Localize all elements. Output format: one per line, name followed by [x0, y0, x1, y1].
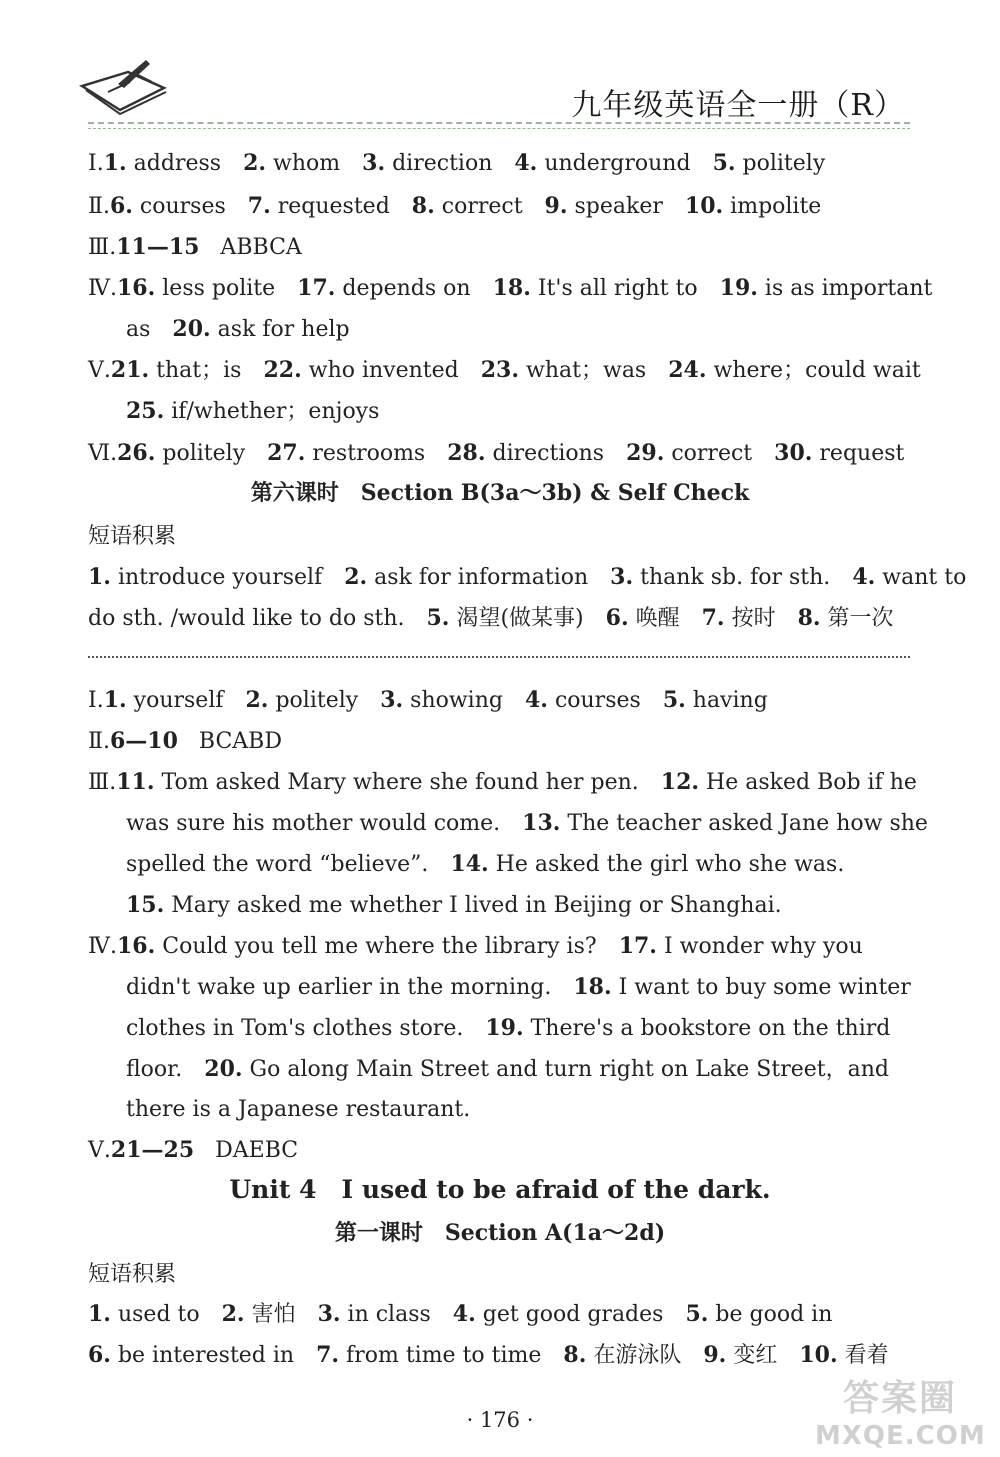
answer-item: [88, 565, 322, 590]
answer-text: Tom asked Mary where she found her pen.: [154, 770, 639, 795]
answer-text: courses: [547, 688, 641, 713]
answer-item: [493, 276, 698, 301]
question-number: 5.: [712, 150, 736, 176]
answer-text: 看着: [837, 1343, 889, 1368]
answer-item: [485, 1016, 890, 1041]
question-number: 8.: [411, 193, 435, 219]
answer-text: having: [685, 688, 768, 713]
question-number: 4.: [452, 1301, 476, 1327]
answer-item: [573, 975, 910, 1000]
answer-text: floor.: [126, 1057, 183, 1082]
answer-text: didn't wake up earlier in the morning.: [126, 975, 552, 1000]
answer-text: directions: [485, 441, 605, 466]
answer-item: [610, 565, 830, 590]
watermark-bottom: MXQE.COM: [815, 1421, 986, 1451]
answer-item: [104, 151, 221, 176]
question-number: 10.: [799, 1342, 838, 1368]
question-number: 18.: [573, 974, 612, 1000]
question-range: 11—15: [116, 234, 200, 260]
question-number: 17.: [297, 275, 336, 301]
answer-item: [172, 317, 349, 342]
answer-text: underground: [537, 151, 691, 176]
answer-item: [126, 893, 782, 918]
phrase-label: 短语积累: [88, 1262, 177, 1287]
answer-item: [852, 565, 966, 590]
section-title: 第一课时 Section A(1a～2d): [334, 1220, 666, 1246]
roman-numeral: Ⅰ.: [88, 688, 104, 713]
answer-line: [88, 232, 918, 263]
continuation-text: as: [126, 317, 151, 342]
answer-item: [297, 276, 470, 301]
question-number: 5.: [685, 1301, 709, 1327]
answer-line: [88, 931, 918, 962]
roman-numeral: Ⅵ.: [88, 441, 118, 466]
roman-numeral: Ⅲ.: [88, 235, 117, 260]
answer-text: direction: [385, 151, 493, 176]
answer-item: [799, 1343, 888, 1368]
answer-line: [88, 438, 918, 469]
question-number: 1.: [88, 564, 111, 590]
answer-item: [663, 688, 768, 713]
page-number: · 176 ·: [466, 1408, 534, 1432]
answer-line: [88, 603, 918, 634]
answer-line: [88, 767, 918, 798]
answer-item: [447, 441, 604, 466]
answer-line: [126, 1054, 956, 1085]
header-title: 九年级英语全一册（R）: [571, 88, 905, 123]
question-number: 25.: [126, 398, 165, 424]
answer-text: depends on: [335, 276, 471, 301]
answer-text: what；was: [519, 358, 647, 383]
answer-text: ask for information: [367, 565, 589, 590]
answer-item: [248, 194, 390, 219]
answer-item: [661, 770, 917, 795]
question-number: 6.: [109, 193, 133, 219]
question-number: 5.: [426, 605, 450, 631]
answer-item: [563, 1343, 681, 1368]
answer-text: that；is: [149, 358, 242, 383]
question-number: 19.: [485, 1015, 524, 1041]
answer-text: 渴望(做某事): [449, 606, 584, 631]
answer-line: [126, 1095, 956, 1125]
question-number: 7.: [701, 605, 725, 631]
question-range: 6—10: [109, 728, 178, 754]
answer-text: I want to buy some winter: [611, 975, 911, 1000]
answer-item: [267, 441, 425, 466]
answer-item: [362, 151, 492, 176]
answer-item: [453, 1302, 664, 1327]
answer-text: It's all right to: [530, 276, 698, 301]
watermark: [815, 1370, 985, 1450]
answer-item: [344, 565, 588, 590]
question-number: 4.: [852, 564, 876, 590]
phrase-label: 短语积累: [88, 524, 177, 549]
answer-text: politely: [735, 151, 826, 176]
answer-letters: ABBCA: [199, 235, 302, 260]
answer-item: [450, 852, 844, 877]
answer-item: [126, 1097, 470, 1122]
answer-text: 变红: [726, 1343, 778, 1368]
answer-line: [126, 890, 956, 921]
question-number: 29.: [626, 440, 665, 466]
answer-item: [525, 688, 641, 713]
question-number: 7.: [316, 1342, 340, 1368]
answer-text: yourself: [126, 688, 224, 713]
answer-letters: DAEBC: [194, 1138, 299, 1163]
answer-text: was sure his mother would come.: [126, 811, 501, 836]
answer-text: whom: [266, 151, 341, 176]
answer-text: impolite: [723, 194, 822, 219]
answer-text: correct: [434, 194, 523, 219]
answer-item: [126, 811, 500, 836]
answer-item: [702, 606, 776, 631]
question-number: 26.: [117, 440, 156, 466]
answer-line: [126, 849, 956, 880]
answer-line: [88, 726, 918, 757]
answer-line: [88, 1340, 918, 1371]
answer-text: speaker: [567, 194, 663, 219]
answer-text: Could you tell me where the library is?: [155, 934, 597, 959]
question-number: 5.: [662, 687, 686, 713]
question-number: 30.: [774, 440, 813, 466]
question-number: 22.: [263, 357, 302, 383]
answer-item: [117, 276, 275, 301]
answer-line: [88, 355, 921, 386]
answer-line: [126, 808, 956, 839]
question-number: 7.: [247, 193, 271, 219]
answer-item: [626, 441, 752, 466]
answer-text: 按时: [724, 606, 776, 631]
question-number: 4.: [514, 150, 538, 176]
answer-line: [88, 1299, 918, 1330]
answer-text: be interested in: [110, 1343, 295, 1368]
answer-item: [481, 358, 646, 383]
answer-item: [88, 1302, 200, 1327]
answer-text: ask for help: [210, 317, 350, 342]
answer-text: request: [812, 441, 905, 466]
answer-line: [88, 273, 933, 304]
question-number: 9.: [544, 193, 568, 219]
answer-item: [222, 1302, 296, 1327]
header-divider-thin: [88, 128, 910, 129]
answer-text: politely: [155, 441, 246, 466]
answer-item: [318, 1302, 431, 1327]
answer-text: 在游泳队: [586, 1343, 682, 1368]
question-number: 19.: [719, 275, 758, 301]
question-number: 20.: [204, 1056, 243, 1082]
answer-item: [606, 606, 680, 631]
answer-line: [126, 1013, 956, 1044]
answer-text: correct: [664, 441, 753, 466]
continuation-text: do sth. /would like to do sth.: [88, 606, 405, 631]
question-number: 2.: [344, 564, 368, 590]
roman-numeral: Ⅱ.: [88, 729, 110, 754]
answer-text: thank sb. for sth.: [633, 565, 831, 590]
question-number: 9.: [703, 1342, 727, 1368]
answer-text: clothes in Tom's clothes store.: [126, 1016, 464, 1041]
question-number: 12.: [660, 769, 700, 795]
roman-numeral: Ⅳ.: [88, 934, 117, 959]
answer-line: [88, 562, 967, 593]
header-divider: [88, 122, 910, 124]
question-number: 17.: [618, 933, 657, 959]
answer-item: [798, 606, 894, 631]
answer-item: [111, 358, 242, 383]
question-number: 3.: [610, 564, 634, 590]
answer-item: [514, 151, 690, 176]
answer-item: [126, 1057, 182, 1082]
answer-text: Mary asked me whether I lived in Beijing or Shanghai.: [164, 893, 782, 918]
answer-item: [204, 1057, 889, 1082]
question-number: 23.: [480, 357, 520, 383]
question-number: 16.: [116, 933, 156, 959]
answer-item: [685, 194, 821, 219]
answer-text: There's a bookstore on the third: [523, 1016, 891, 1041]
answer-text: courses: [132, 194, 226, 219]
roman-numeral: Ⅴ.: [88, 1138, 111, 1163]
answer-item: [545, 194, 663, 219]
question-number: 28.: [447, 440, 486, 466]
question-number: 1.: [88, 1301, 111, 1327]
question-number: 2.: [243, 150, 267, 176]
answer-text: requested: [270, 194, 390, 219]
answer-line: [88, 148, 918, 179]
answer-text: get good grades: [475, 1302, 664, 1327]
answer-text: Go along Main Street and turn right on Lake Street，and: [242, 1057, 889, 1082]
answer-item: [110, 194, 226, 219]
question-number: 21.: [110, 357, 150, 383]
answer-item: [668, 358, 921, 383]
question-number: 3.: [380, 687, 404, 713]
unit-title: Unit 4 I used to be afraid of the dark.: [229, 1175, 771, 1204]
answer-item: [412, 194, 523, 219]
question-number: 2.: [221, 1301, 245, 1327]
roman-numeral: Ⅰ.: [88, 151, 104, 176]
watermark-top: 答案圈: [842, 1378, 957, 1419]
answer-text: 唤醒: [628, 606, 680, 631]
question-number: 20.: [172, 316, 211, 342]
question-number: 18.: [492, 275, 531, 301]
question-number: 6.: [605, 605, 629, 631]
answer-line: [126, 972, 956, 1003]
question-number: 11.: [116, 769, 155, 795]
answer-text: showing: [403, 688, 503, 713]
answer-text: is as important: [757, 276, 933, 301]
answer-item: [316, 1343, 541, 1368]
pen-notebook-icon: [78, 52, 170, 118]
answer-item: [685, 1302, 832, 1327]
answer-text: who invented: [301, 358, 459, 383]
answer-text: He asked Bob if he: [699, 770, 917, 795]
answer-text: if/whether；enjoys: [164, 399, 380, 424]
question-number: 13.: [522, 810, 561, 836]
answer-item: [380, 688, 503, 713]
answer-line: [126, 314, 956, 345]
question-number: 1.: [103, 687, 127, 713]
answer-text: want to: [875, 565, 967, 590]
answer-text: address: [126, 151, 222, 176]
question-range: 21—25: [110, 1137, 195, 1163]
answer-item: [88, 1343, 294, 1368]
question-number: 4.: [524, 687, 548, 713]
question-number: 16.: [116, 275, 156, 301]
answer-text: be good in: [708, 1302, 833, 1327]
answer-item: [116, 770, 639, 795]
answer-text: I wonder why you: [656, 934, 863, 959]
answer-item: [427, 606, 584, 631]
question-number: 8.: [563, 1342, 587, 1368]
answer-item: [619, 934, 863, 959]
answer-text: politely: [268, 688, 359, 713]
answer-text: in class: [340, 1302, 431, 1327]
answer-item: [703, 1343, 777, 1368]
answer-item: [246, 688, 359, 713]
answer-text: less polite: [155, 276, 276, 301]
question-number: 10.: [684, 193, 724, 219]
answer-text: 第一次: [820, 606, 894, 631]
question-number: 6.: [88, 1342, 111, 1368]
question-number: 14.: [450, 851, 489, 877]
answer-item: [243, 151, 340, 176]
answer-text: there is a Japanese restaurant.: [126, 1097, 471, 1122]
answer-text: restrooms: [305, 441, 426, 466]
question-number: 2.: [245, 687, 269, 713]
answer-text: introduce yourself: [110, 565, 323, 590]
roman-numeral: Ⅲ.: [88, 770, 117, 795]
roman-numeral: Ⅴ.: [88, 358, 111, 383]
answer-line: [88, 191, 918, 222]
answer-item: [126, 975, 551, 1000]
answer-text: from time to time: [339, 1343, 542, 1368]
answer-item: [126, 399, 379, 424]
answer-item: [713, 151, 826, 176]
answer-text: where；could wait: [706, 358, 921, 383]
section-title: 第六课时 Section B(3a～3b) & Self Check: [250, 480, 750, 506]
answer-line: [88, 685, 918, 716]
answer-letters: BCABD: [177, 729, 282, 754]
question-number: 1.: [103, 150, 127, 176]
answer-item: [522, 811, 928, 836]
question-number: 3.: [317, 1301, 341, 1327]
answer-text: He asked the girl who she was.: [488, 852, 845, 877]
answer-text: spelled the word “believe”.: [126, 852, 429, 877]
roman-numeral: Ⅱ.: [88, 194, 110, 219]
answer-item: [774, 441, 904, 466]
roman-numeral: Ⅳ.: [88, 276, 117, 301]
answer-item: [263, 358, 458, 383]
answer-item: [117, 441, 245, 466]
answer-text: The teacher asked Jane how she: [560, 811, 928, 836]
answer-text: used to: [110, 1302, 200, 1327]
question-number: 15.: [126, 892, 165, 918]
question-number: 27.: [267, 440, 306, 466]
question-number: 8.: [797, 605, 821, 631]
answer-item: [126, 852, 428, 877]
answer-line: [88, 1135, 918, 1166]
answer-item: [720, 276, 933, 301]
answer-item: [117, 934, 597, 959]
answer-item: [126, 1016, 463, 1041]
question-number: 24.: [668, 357, 707, 383]
answer-line: [126, 396, 956, 427]
dotted-divider: [88, 656, 910, 658]
answer-text: 害怕: [244, 1302, 296, 1327]
question-number: 3.: [362, 150, 386, 176]
answer-item: [104, 688, 224, 713]
